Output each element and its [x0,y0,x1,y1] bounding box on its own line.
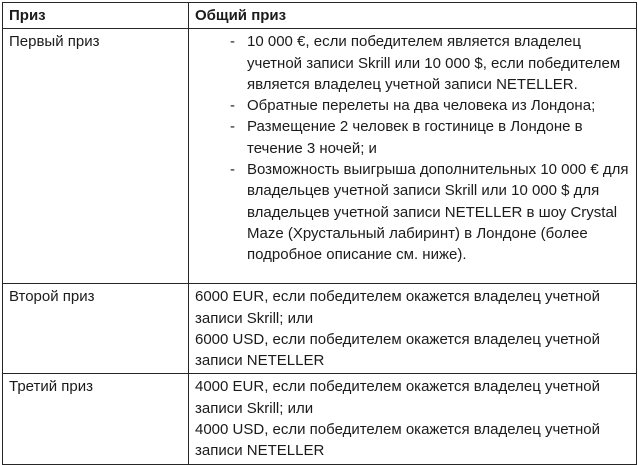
prize-details-cell [189,29,637,284]
prize-details-cell [189,284,637,374]
table-row-first-prize [3,29,637,284]
table-row-third-prize [3,374,637,464]
prize-table [2,2,637,465]
prize-details-list [195,31,630,265]
prize-details-paragraph: 6000 EUR, если победителем окажется владелец учетной записи Skrill; или [195,288,600,327]
header-cell-total-prize: Общий приз [189,3,637,29]
prize-name-cell: Первый приз [3,29,189,284]
list-item-text: Возможность выигрыша дополнительных 10 000 € для владельцев учетной записи Skrill или 10 000 $ для владельцев учетной записи NETELLER в шоу Crystal Maze (Хрустальный лабиринт) в Лондоне (более подробное описание см. ниже). [247,161,629,264]
dash-bullet: - [230,97,235,115]
dash-bullet: - [230,161,235,179]
dash-bullet: - [230,118,235,136]
list-item-text: Обратные перелеты на два человека из Лондона; [247,97,596,115]
table-row-second-prize [3,284,637,374]
table-header-row [3,3,637,29]
list-item [195,159,630,265]
prize-details-cell [189,374,637,464]
list-item [195,95,630,116]
prize-name-cell: Третий приз [3,374,189,464]
header-cell-prize: Приз [3,3,189,29]
prize-name-cell: Второй приз [3,284,189,374]
list-item-text: Размещение 2 человек в гостинице в Лондоне в течение 3 ночей; и [247,118,583,157]
prize-details-paragraph: 6000 USD, если победителем окажется владелец учетной записи NETELLER [195,330,600,370]
dash-bullet: - [230,33,235,51]
list-item [195,116,630,159]
list-item-text: 10 000 €, если победителем является владелец учетной записи Skrill или 10 000 $, если победителем является владелец учетной записи NETELLER. [247,33,621,93]
list-item [195,31,630,95]
prize-details-paragraph: 4000 EUR, если победителем окажется владелец учетной записи Skrill; или [195,378,600,417]
prize-details-paragraph: 4000 USD, если победителем окажется владелец учетной записи NETELLER [195,421,600,460]
